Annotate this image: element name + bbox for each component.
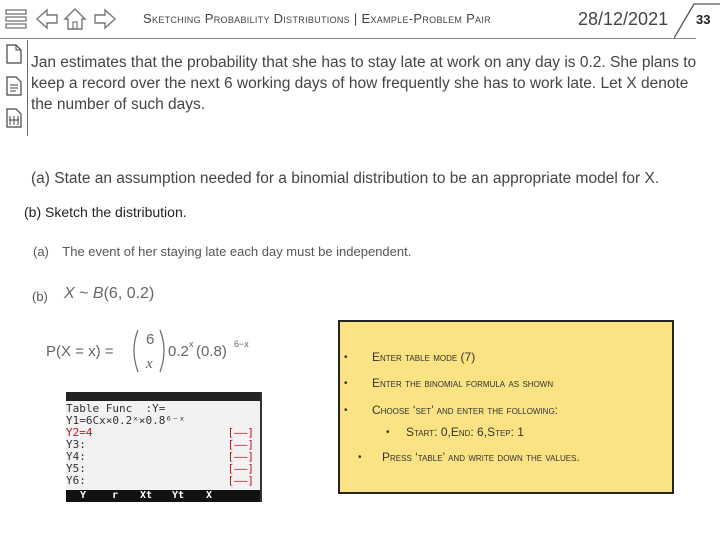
calculator-status-bar	[66, 392, 260, 401]
calc-row-y1: Y1=6Cx×0.2ˣ×0.8⁶⁻ˣ	[66, 414, 186, 427]
menu-icon[interactable]	[4, 6, 30, 32]
dist-params: (6, 0.2)	[103, 285, 155, 302]
formula-p-exp: x	[189, 339, 194, 349]
question-text: Jan estimates that the probability that she has to stay late at work on any day is 0.2. She plans to keep a record over the next 6 working days of how frequently she has to work late. Let X denote the number of such days.	[31, 54, 697, 113]
page-title: Sketching Probability Distributions | Example-Problem Pair	[143, 11, 491, 26]
header-bar	[0, 0, 720, 40]
dist-name: B	[92, 285, 104, 302]
answer-a-text: The event of her staying late each day must be independent.	[62, 244, 412, 259]
calc-key-x[interactable]: X	[206, 490, 213, 501]
home-icon[interactable]	[62, 6, 88, 32]
formula-p: 0.2	[168, 343, 189, 360]
instruction-3: Choose ‘set’ and enter the following:	[372, 403, 559, 417]
binomial-formula	[46, 322, 266, 378]
calc-key-r[interactable]: r	[112, 490, 119, 501]
calc-row-y3: Y3:	[66, 438, 86, 451]
formula-k: x	[146, 356, 153, 372]
instruction-2: Enter the binomial formula as shown	[372, 376, 554, 390]
date-label: 28/12/2021	[578, 9, 669, 29]
bullet-icon: •	[358, 452, 362, 463]
calc-style-bracket: [——]	[227, 426, 254, 439]
bullet-icon: •	[344, 405, 348, 416]
page-number: 33	[696, 12, 711, 27]
answer-b-label: (b)	[32, 289, 48, 304]
formula-n: 6	[146, 331, 155, 348]
header-divider	[0, 38, 696, 39]
formula-q-exp: 6−x	[234, 339, 249, 349]
dist-var: X	[64, 285, 75, 302]
instruction-1: Enter table mode (7)	[372, 350, 476, 364]
table-icon[interactable]	[5, 108, 23, 128]
formula-q: (0.8)	[196, 343, 227, 360]
notes-icon[interactable]	[5, 76, 23, 96]
question-part-b: (b) Sketch the distribution.	[24, 204, 187, 220]
bullet-icon: •	[344, 378, 348, 389]
instruction-4: Start: 0,End: 6,Step: 1	[406, 425, 524, 439]
bullet-icon: •	[344, 352, 348, 363]
formula-lhs: P(X = x) =	[46, 343, 114, 360]
calc-style-bracket: [——]	[227, 462, 254, 475]
side-toolbar	[0, 40, 28, 136]
distribution-notation	[64, 285, 154, 303]
answer-a-label: (a)	[33, 244, 49, 259]
answer-a	[33, 244, 411, 259]
question-part-a: (a) State an assumption needed for a binomial distribution to be an appropriate model for X.	[31, 170, 660, 187]
calc-key-y[interactable]: Y	[80, 490, 87, 501]
calc-style-bracket: [——]	[227, 438, 254, 451]
back-arrow-icon[interactable]	[34, 6, 60, 32]
calc-style-bracket: [——]	[227, 450, 254, 463]
dist-tilde: ~	[79, 285, 89, 302]
calculator-screen	[66, 392, 262, 502]
calc-row-y4: Y4:	[66, 450, 86, 463]
calc-row-y6: Y6:	[66, 474, 86, 487]
instructions-box	[338, 320, 674, 494]
instruction-5: Press ‘table’ and write down the values.	[382, 450, 580, 464]
document-icon[interactable]	[5, 44, 23, 64]
calc-row-y2: Y2=4	[66, 426, 93, 439]
forward-arrow-icon[interactable]	[92, 6, 118, 32]
calc-row-header: Table Func :Y=	[66, 402, 166, 415]
calc-row-y5: Y5:	[66, 462, 86, 475]
calculator-function-keys	[66, 490, 260, 502]
calc-key-xt[interactable]: Xt	[140, 490, 153, 501]
calc-key-yt[interactable]: Yt	[172, 490, 185, 501]
calc-style-bracket: [——]	[227, 474, 254, 487]
bullet-icon: •	[386, 427, 390, 438]
